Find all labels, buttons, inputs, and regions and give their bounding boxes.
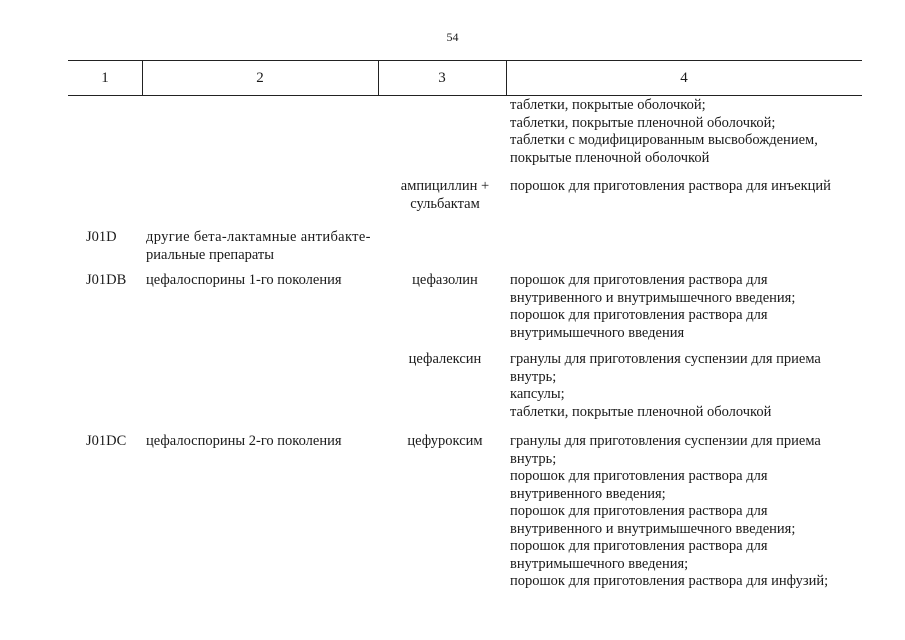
dosage-form-line: порошок для приготовления раствора для [510, 272, 768, 288]
dosage-form-line: гранулы для приготовления суспензии для приема [510, 433, 821, 449]
dosage-form-line: порошок для приготовления раствора для [510, 503, 768, 519]
dosage-form-line: порошок для приготовления раствора для [510, 538, 768, 554]
dosage-form-line: внутримышечного введения; [510, 555, 689, 572]
atc-group-name: цефалоспорины 2-го поколения [146, 433, 342, 449]
drug-name: ампициллин + [400, 178, 490, 194]
dosage-form-line: таблетки, покрытые пленочной оболочкой; [510, 114, 776, 131]
atc-code: J01D [86, 229, 117, 245]
dosage-form-line: капсулы; [510, 386, 565, 402]
page-number: 54 [446, 30, 459, 44]
table-header [68, 60, 862, 96]
drug-name: цефалексин [408, 351, 482, 367]
dosage-form-line: порошок для приготовления раствора для инъекций [510, 178, 831, 194]
dosage-form-line: покрытые пленочной оболочкой [510, 149, 710, 166]
atc-group-name: цефалоспорины 1-го поколения [146, 272, 342, 288]
dosage-form-line: порошок для приготовления раствора для [510, 468, 768, 484]
dosage-form-line: таблетки, покрытые оболочкой; [510, 97, 706, 113]
header-col-1: 1 [101, 70, 109, 86]
header-col-4: 4 [680, 70, 688, 86]
dosage-form-line: порошок для приготовления раствора для инфузий; [510, 573, 829, 589]
atc-code: J01DB [86, 272, 127, 288]
atc-group-name: риальные препараты [146, 246, 275, 263]
dosage-form-line: таблетки с модифицированным высвобождением, [510, 132, 818, 148]
dosage-form-line: внутрь; [510, 368, 557, 385]
dosage-form-line: внутримышечного введения [510, 324, 685, 341]
dosage-form-line: гранулы для приготовления суспензии для приема [510, 351, 821, 367]
dosage-form-line: внутривенного и внутримышечного введения; [510, 289, 796, 306]
header-col-3: 3 [438, 70, 446, 86]
drug-name: цефазолин [412, 272, 478, 288]
atc-group-name: другие бета-лактамные антибакте- [146, 229, 371, 245]
dosage-form-line: порошок для приготовления раствора для [510, 307, 768, 323]
dosage-form-line: таблетки, покрытые пленочной оболочкой [510, 403, 772, 420]
drug-name: цефуроксим [407, 433, 483, 449]
dosage-form-line: внутривенного и внутримышечного введения; [510, 520, 796, 537]
atc-code: J01DC [86, 433, 127, 449]
header-col-2: 2 [256, 70, 264, 86]
dosage-form-line: внутрь; [510, 450, 557, 467]
dosage-form-line: внутривенного введения; [510, 485, 666, 502]
drug-name: сульбактам [410, 195, 480, 212]
